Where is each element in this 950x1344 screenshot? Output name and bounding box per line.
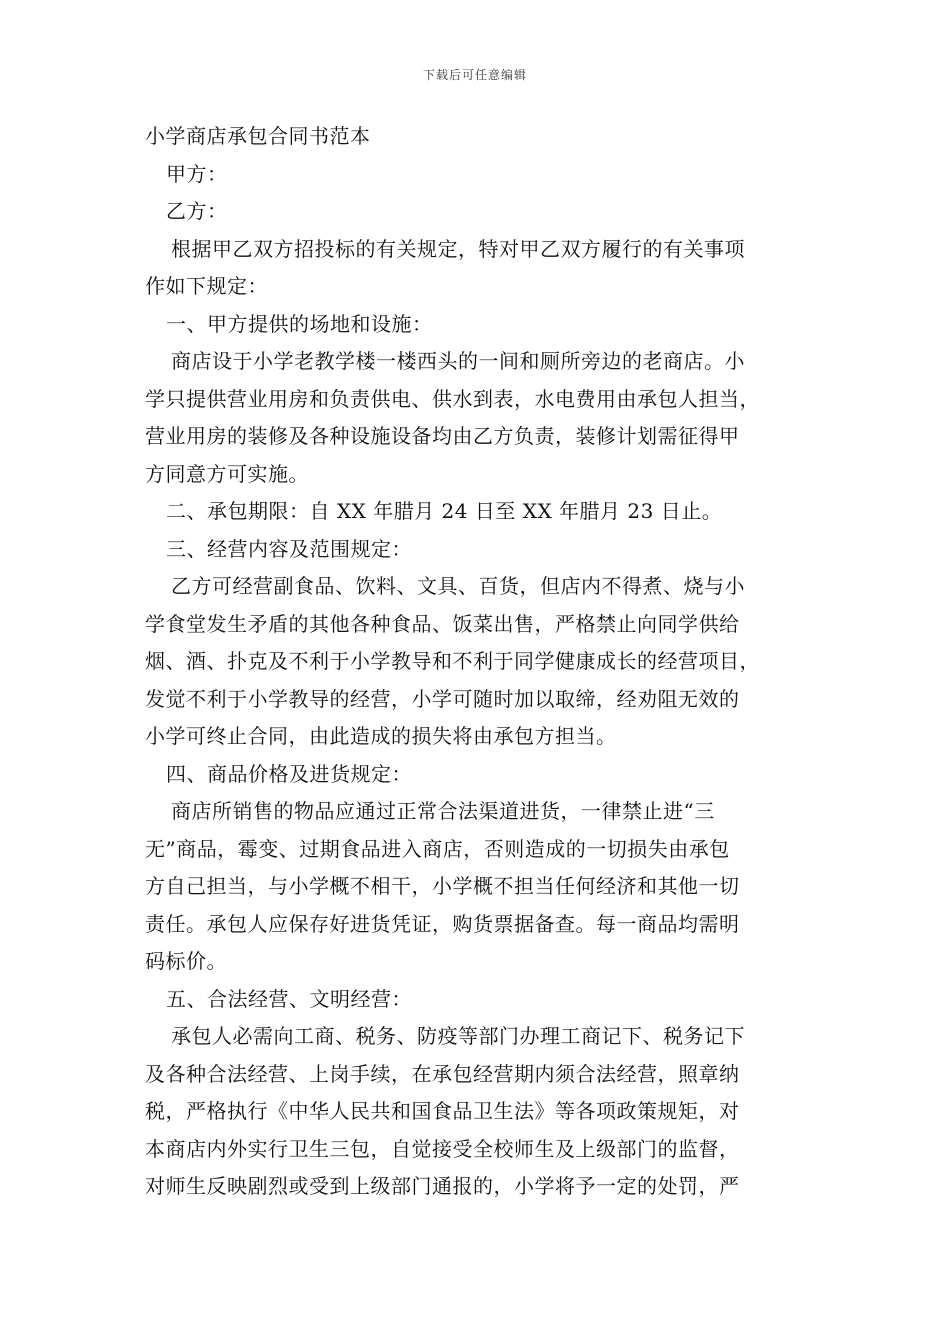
section1-line: 方同意方可实施。 [145,461,309,486]
section-heading-2: 二、承包期限：自 XX 年腊月 24 日至 XX 年腊月 23 日止。 [166,499,723,523]
section5-line: 税，严格执行《中华人民共和国食品卫生法》等各项政策规矩，对 [145,1099,740,1123]
intro-line: 根据甲乙双方招投标的有关规定，特对甲乙双方履行的有关事项 [171,236,745,261]
intro-line: 作如下规定： [145,274,268,298]
section4-line: 方自己担当，与小学概不相干，小学概不担当任何经济和其他一切 [145,874,740,898]
section1-line: 营业用房的装修及各种设施设备均由乙方负责，装修计划需征得甲 [145,424,740,448]
section5-line: 对师生反映剧烈或受到上级部门通报的，小学将予一定的处罚，严 [145,1174,740,1198]
section3-line: 烟、酒、扑克及不利于小学教导和不利于同学健康成长的经营项目， [145,649,760,673]
section-heading-3: 三、经营内容及范围规定： [166,536,412,561]
party-a-label: 甲方： [166,161,228,186]
page-header: 下载后可任意编辑 [422,68,527,82]
section4-line: 码标价。 [145,949,227,973]
section5-line: 承包人必需向工商、税务、防疫等部门办理工商记下、税务记下 [171,1024,745,1048]
section4-line: 责任。承包人应保存好进货凭证，购货票据备查。每一商品均需明 [145,911,740,936]
section4-line: 无”商品，霉变、过期食品进入商店，否则造成的一切损失由承包 [145,836,730,861]
section-heading-5: 五、合法经营、文明经营： [166,986,412,1011]
section5-line: 及各种合法经营、上岗手续，在承包经营期内须合法经营，照章纳 [145,1061,740,1086]
section1-line: 学只提供营业用房和负责供电、供水到表，水电费用由承包人担当， [145,386,760,411]
party-b-label: 乙方： [166,199,228,223]
section3-line: 发觉不利于小学教导的经营，小学可随时加以取缔，经劝阻无效的 [145,686,740,711]
section3-line: 小学可终止合同，由此造成的损失将由承包方担当。 [145,724,617,748]
section1-line: 商店设于小学老教学楼一楼西头的一间和厕所旁边的老商店。小 [171,349,745,373]
section-heading-1: 一、甲方提供的场地和设施： [166,311,433,336]
section4-line: 商店所销售的物品应通过正常合法渠道进货，一律禁止进“三 [171,799,715,823]
section-heading-4: 四、商品价格及进货规定： [166,761,412,786]
section3-line: 学食堂发生矛盾的其他各种食品、饭菜出售，严格禁止向同学供给 [145,611,740,636]
document-body [145,118,810,1206]
section3-line: 乙方可经营副食品、饮料、文具、百货，但店内不得煮、烧与小 [171,574,745,598]
document-title: 小学商店承包合同书范本 [145,124,371,148]
section5-line: 本商店内外实行卫生三包，自觉接受全校师生及上级部门的监督， [145,1136,740,1161]
